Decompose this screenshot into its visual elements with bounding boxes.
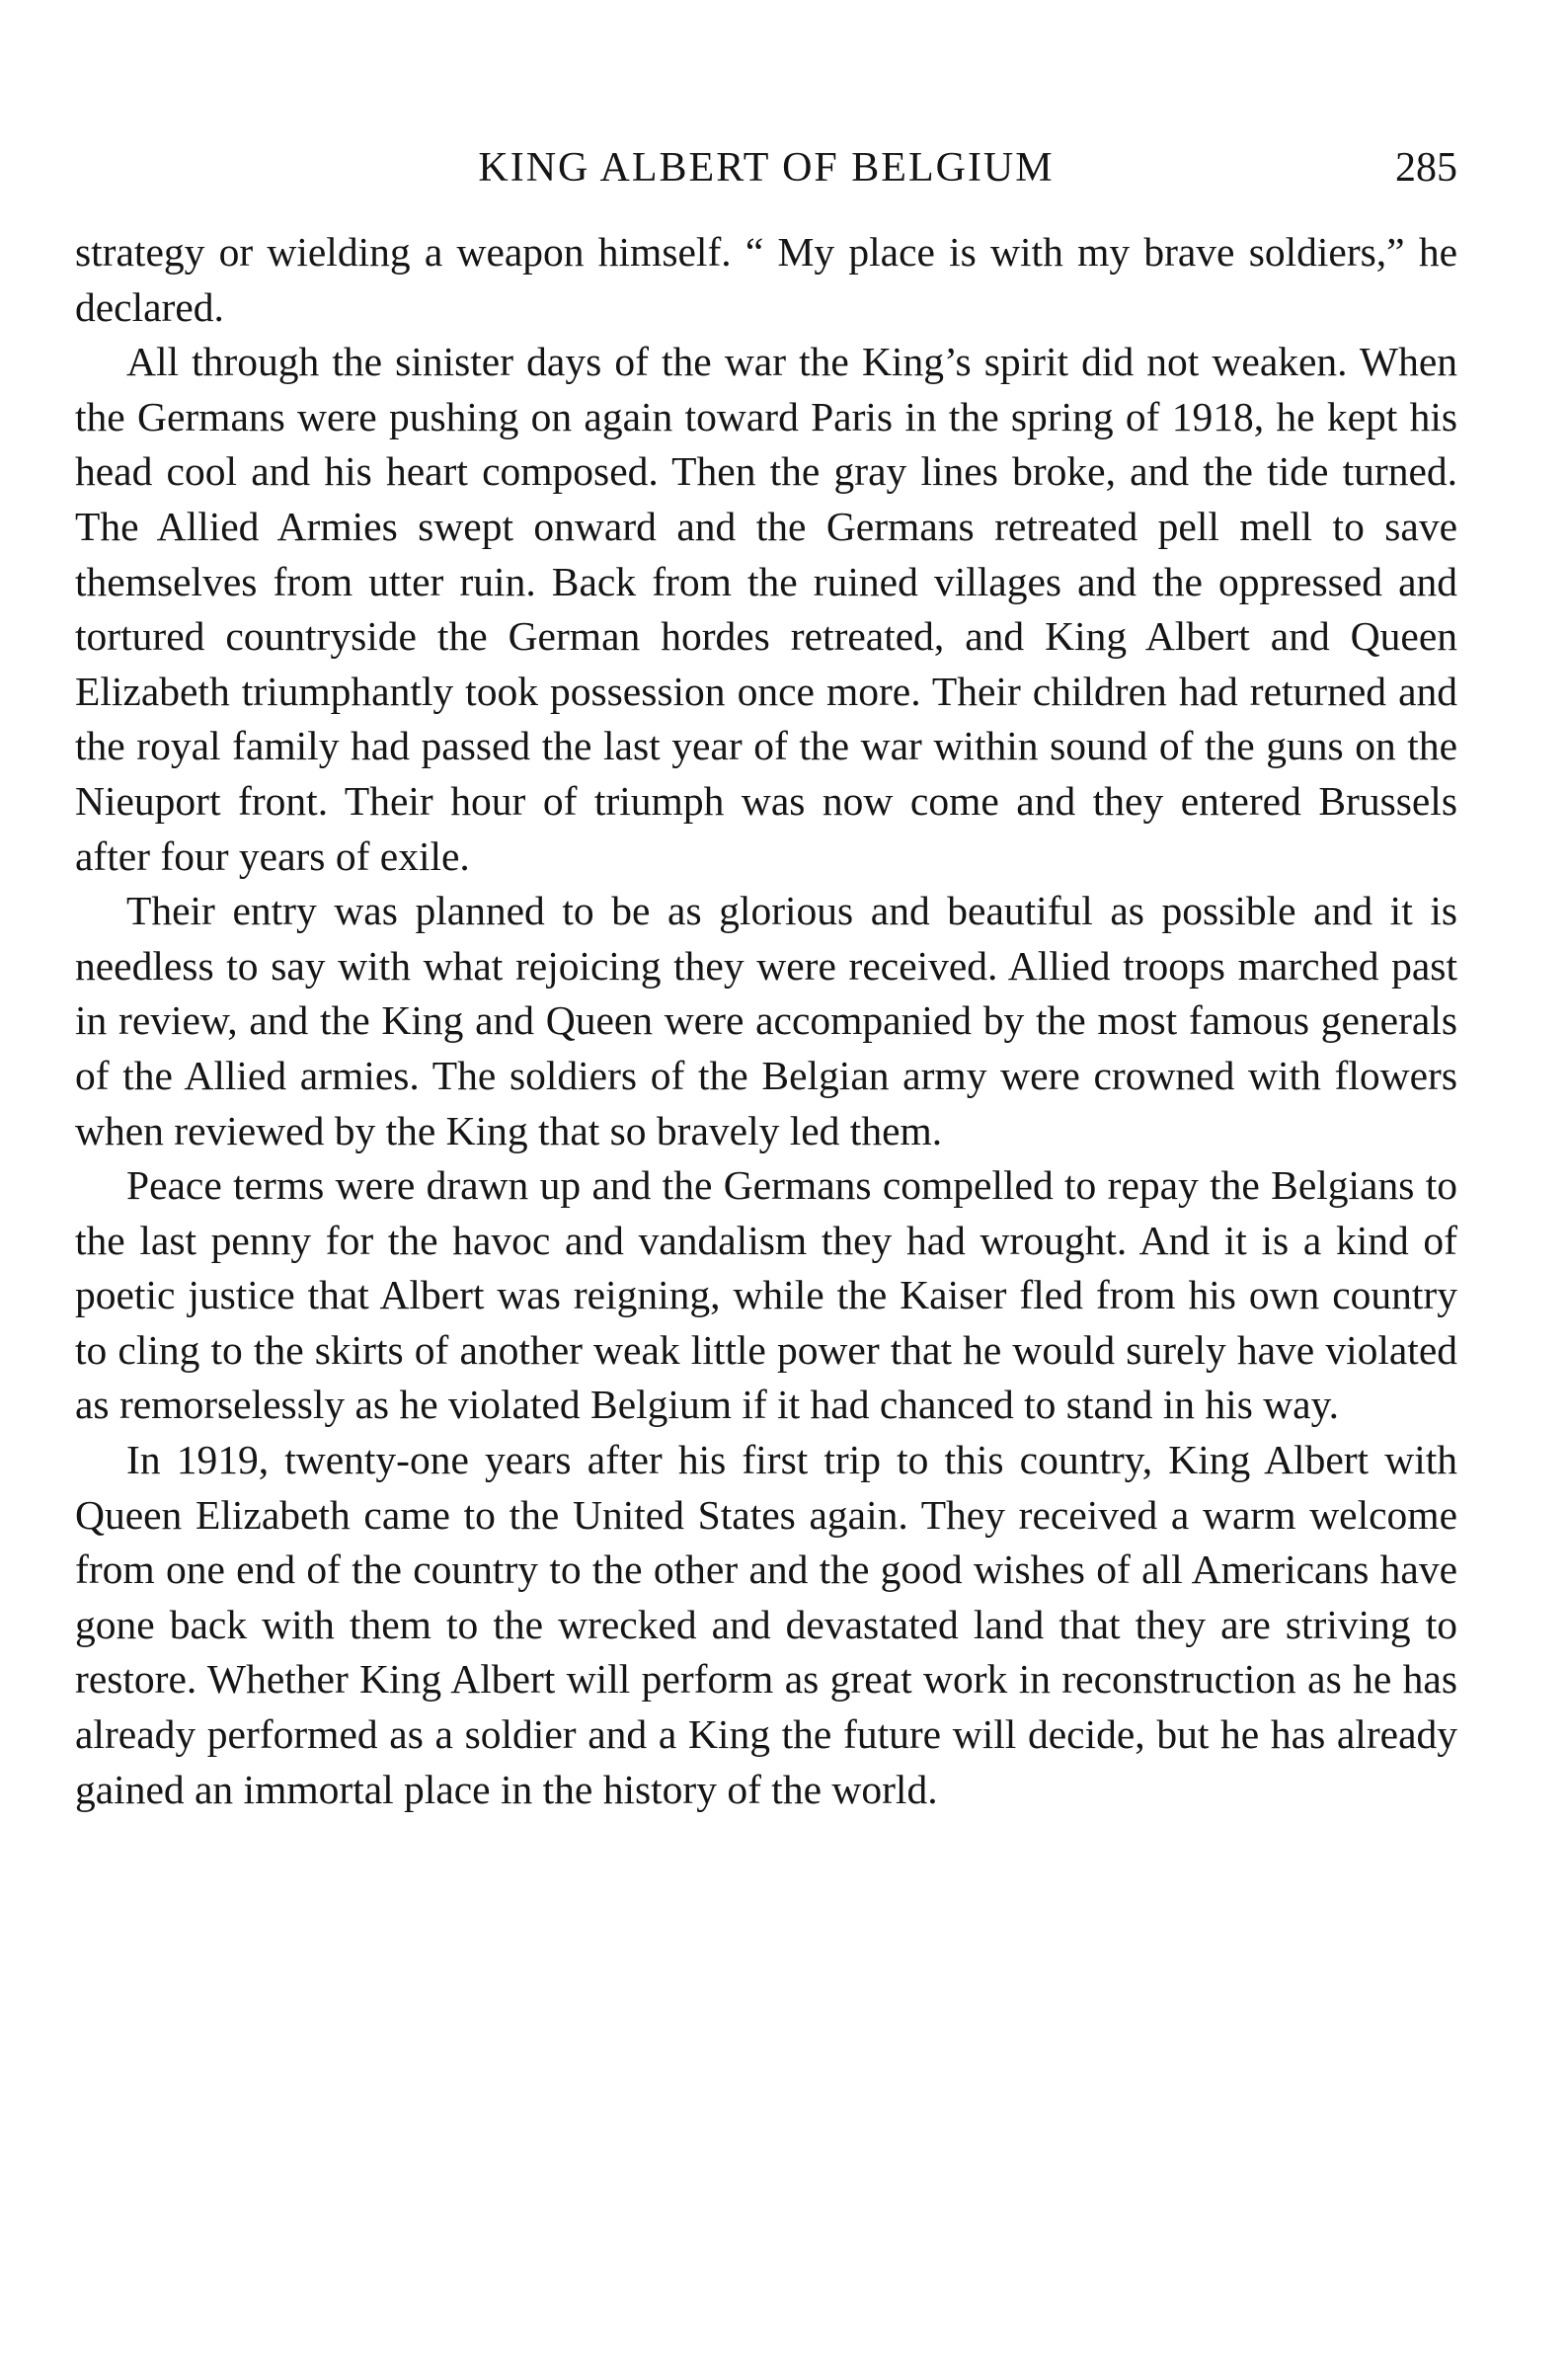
page-number: 285 (1395, 145, 1457, 191)
paragraph-continuation: strategy or wielding a weapon himself. “ My place is with my brave soldiers,” he declared. (75, 229, 1457, 330)
page-header (75, 138, 1457, 207)
paragraph-brussels-entry: Their entry was planned to be as glorious and beautiful as possible and it is needless to say with what rejoicing they were received. Allied troops marched past in review, and the King and Queen were accompanied by the most famous generals of the Allied armies. The soldiers of the Belgian army were crowned with flowers when reviewed by the King that so bravely led them. (75, 888, 1457, 1153)
paragraph-peace-terms: Peace terms were drawn up and the Germans compelled to repay the Belgians to the last penny for the havoc and vandalism they had wrought. And it is a kind of poetic justice that Albert was reigning, while the Kaiser fled from his own country to cling to the skirts of another weak little power that he would surely have violated as remorselessly as he violated Belgium if it had chanced to stand in his way. (75, 1162, 1457, 1428)
body-text (75, 225, 1457, 1817)
paragraph-war-years: All through the sinister days of the war the King’s spirit did not weaken. When the Germans were pushing on again toward Paris in the spring of 1918, he kept his head cool and his heart composed. Then the gray lines broke, and the tide turned. The Allied Armies swept onward and the Germans retreated pell mell to save themselves from utter ruin. Back from the ruined villages and the oppressed and tortured countryside the German hordes retreated, and King Albert and Queen Elizabeth triumphantly took possession once more. Their children had returned and the royal family had passed the last year of the war within sound of the guns on the Nieuport front. Their hour of triumph was now come and they entered Brussels after four years of exile. (75, 339, 1457, 879)
paragraph-us-visit: In 1919, twenty-one years after his first trip to this country, King Albert with Queen Elizabeth came to the United States again. They received a warm welcome from one end of the country to the other and the good wishes of all Americans have gone back with them to the wrecked and devastated land that they are striving to restore. Whether King Albert will perform as great work in reconstruction as he has already performed as a soldier and a King the future will decide, but he has already gained an immortal place in the history of the world. (75, 1437, 1457, 1812)
running-title: KING ALBERT OF BELGIUM (478, 145, 1055, 191)
